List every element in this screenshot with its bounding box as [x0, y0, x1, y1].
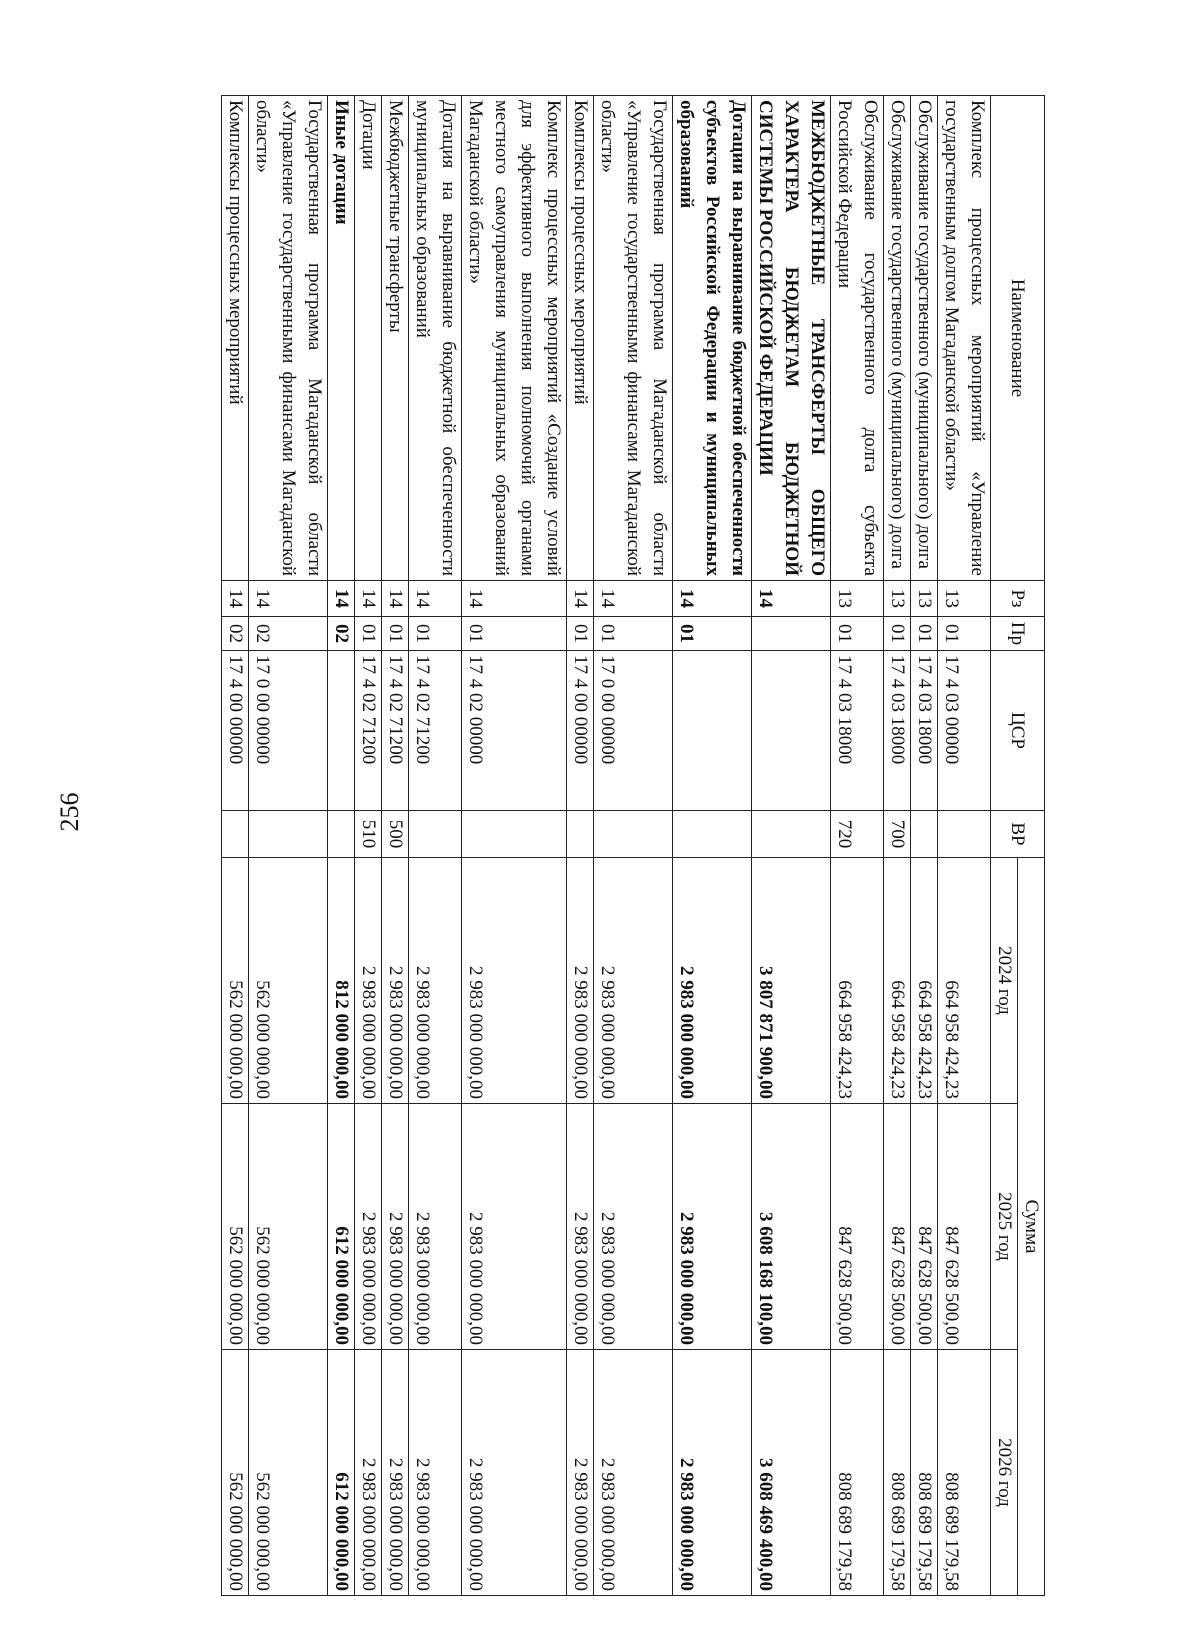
row-vr: 700	[884, 811, 911, 858]
row-amount-2024: 2 983 000 000,00	[594, 858, 673, 1104]
header-rz: Рз	[991, 581, 1045, 617]
row-rz: 14	[752, 581, 831, 617]
row-amount-2026: 2 983 000 000,00	[462, 1350, 567, 1596]
row-amount-2025: 2 983 000 000,00	[594, 1104, 673, 1350]
table-row	[594, 96, 673, 1596]
row-amount-2025: 2 983 000 000,00	[673, 1104, 752, 1350]
row-amount-2025: 2 983 000 000,00	[382, 1104, 409, 1350]
row-pr: 01	[382, 617, 409, 651]
row-vr	[594, 811, 673, 858]
row-amount-2026: 2 983 000 000,00	[355, 1350, 382, 1596]
row-csr: 17 4 00 00000	[567, 651, 594, 811]
row-rz: 13	[831, 581, 884, 617]
table-body	[222, 96, 991, 1596]
row-pr: 01	[355, 617, 382, 651]
row-amount-2026: 2 983 000 000,00	[382, 1350, 409, 1596]
row-amount-2026: 2 983 000 000,00	[567, 1350, 594, 1596]
table-row	[355, 96, 382, 1596]
header-pr: Пр	[991, 617, 1045, 651]
row-rz: 13	[911, 581, 938, 617]
row-amount-2025: 847 628 500,00	[938, 1104, 991, 1350]
row-pr: 02	[249, 617, 328, 651]
row-amount-2024: 2 983 000 000,00	[409, 858, 462, 1104]
row-amount-2024: 562 000 000,00	[222, 858, 249, 1104]
row-vr	[752, 811, 831, 858]
row-csr: 17 4 02 71200	[409, 651, 462, 811]
row-vr	[938, 811, 991, 858]
row-name: Межбюджетные трансферты	[382, 96, 409, 581]
table-row	[567, 96, 594, 1596]
header-name: Наименование	[991, 96, 1045, 581]
row-name: Комплекс процессных мероприятий «Управление государственным долгом Магаданской области»	[938, 96, 991, 581]
row-amount-2024: 3 807 871 900,00	[752, 858, 831, 1104]
row-csr: 17 4 03 00000	[938, 651, 991, 811]
row-pr: 01	[409, 617, 462, 651]
table-header	[991, 96, 1045, 1596]
row-rz: 14	[222, 581, 249, 617]
table-row	[831, 96, 884, 1596]
table-row	[382, 96, 409, 1596]
row-amount-2024: 2 983 000 000,00	[673, 858, 752, 1104]
row-amount-2026: 808 689 179,58	[884, 1350, 911, 1596]
row-amount-2025: 847 628 500,00	[831, 1104, 884, 1350]
row-name: Дотации на выравнивание бюджетной обеспеченности субъектов Российской Федерации и муниципальных образований	[673, 96, 752, 581]
header-sum: Сумма	[1018, 858, 1045, 1596]
row-name: Государственная программа Магаданской области «Управление государственными финансами Магаданской области»	[249, 96, 328, 581]
row-amount-2024: 2 983 000 000,00	[382, 858, 409, 1104]
table-row	[911, 96, 938, 1596]
row-name: Обслуживание государственного (муниципального) долга	[911, 96, 938, 581]
row-csr	[752, 651, 831, 811]
row-amount-2026: 2 983 000 000,00	[594, 1350, 673, 1596]
row-amount-2026: 612 000 000,00	[328, 1350, 355, 1596]
row-csr: 17 4 02 71200	[355, 651, 382, 811]
row-amount-2026: 808 689 179,58	[831, 1350, 884, 1596]
row-amount-2026: 2 983 000 000,00	[409, 1350, 462, 1596]
header-csr: ЦСР	[991, 651, 1045, 811]
row-pr: 01	[462, 617, 567, 651]
row-amount-2026: 562 000 000,00	[249, 1350, 328, 1596]
table-row	[884, 96, 911, 1596]
row-pr: 01	[911, 617, 938, 651]
row-csr: 17 0 00 00000	[594, 651, 673, 811]
row-amount-2024: 2 983 000 000,00	[462, 858, 567, 1104]
row-csr: 17 4 02 00000	[462, 651, 567, 811]
table-row	[249, 96, 328, 1596]
header-vr: ВР	[991, 811, 1045, 858]
row-amount-2024: 2 983 000 000,00	[355, 858, 382, 1104]
row-amount-2025: 2 983 000 000,00	[355, 1104, 382, 1350]
row-name: Комплексы процессных мероприятий	[222, 96, 249, 581]
row-amount-2024: 664 958 424,23	[911, 858, 938, 1104]
row-rz: 14	[673, 581, 752, 617]
row-csr: 17 4 03 18000	[831, 651, 884, 811]
row-amount-2025: 847 628 500,00	[911, 1104, 938, 1350]
row-amount-2026: 2 983 000 000,00	[673, 1350, 752, 1596]
row-amount-2025: 562 000 000,00	[249, 1104, 328, 1350]
row-amount-2026: 808 689 179,58	[911, 1350, 938, 1596]
row-vr	[462, 811, 567, 858]
row-amount-2024: 664 958 424,23	[831, 858, 884, 1104]
row-csr	[328, 651, 355, 811]
row-pr: 01	[831, 617, 884, 651]
row-amount-2025: 2 983 000 000,00	[409, 1104, 462, 1350]
table-row	[938, 96, 991, 1596]
row-rz: 14	[462, 581, 567, 617]
row-vr	[409, 811, 462, 858]
row-vr: 500	[382, 811, 409, 858]
row-vr	[567, 811, 594, 858]
row-pr: 01	[884, 617, 911, 651]
row-pr: 02	[328, 617, 355, 651]
row-rz: 14	[567, 581, 594, 617]
row-rz: 14	[249, 581, 328, 617]
row-vr	[328, 811, 355, 858]
row-rz: 13	[884, 581, 911, 617]
page-number: 256	[55, 792, 84, 832]
row-amount-2025: 2 983 000 000,00	[567, 1104, 594, 1350]
row-name: Обслуживание государственного долга субъекта Российской Федерации	[831, 96, 884, 581]
row-name: Государственная программа Магаданской области «Управление государственными финансами Магаданской области»	[594, 96, 673, 581]
row-amount-2024: 2 983 000 000,00	[567, 858, 594, 1104]
rotated-page-content	[185, 95, 1045, 1595]
row-amount-2025: 612 000 000,00	[328, 1104, 355, 1350]
row-amount-2024: 562 000 000,00	[249, 858, 328, 1104]
table-row	[673, 96, 752, 1596]
row-rz: 14	[409, 581, 462, 617]
table-row	[409, 96, 462, 1596]
row-name: Комплексы процессных мероприятий	[567, 96, 594, 581]
row-csr: 17 4 00 00000	[222, 651, 249, 811]
row-vr	[911, 811, 938, 858]
row-rz: 13	[938, 581, 991, 617]
row-csr: 17 0 00 00000	[249, 651, 328, 811]
row-pr: 01	[673, 617, 752, 651]
row-pr: 01	[567, 617, 594, 651]
row-amount-2025: 2 983 000 000,00	[462, 1104, 567, 1350]
row-pr	[752, 617, 831, 651]
row-vr: 510	[355, 811, 382, 858]
row-vr: 720	[831, 811, 884, 858]
row-pr: 01	[594, 617, 673, 651]
row-amount-2026: 3 608 469 400,00	[752, 1350, 831, 1596]
table-row	[752, 96, 831, 1596]
row-rz: 14	[594, 581, 673, 617]
row-amount-2025: 3 608 168 100,00	[752, 1104, 831, 1350]
row-pr: 02	[222, 617, 249, 651]
row-amount-2024: 812 000 000,00	[328, 858, 355, 1104]
row-amount-2025: 562 000 000,00	[222, 1104, 249, 1350]
row-vr	[673, 811, 752, 858]
row-csr	[673, 651, 752, 811]
table-row	[328, 96, 355, 1596]
table-row	[462, 96, 567, 1596]
row-vr	[249, 811, 328, 858]
row-csr: 17 4 02 71200	[382, 651, 409, 811]
row-pr: 01	[938, 617, 991, 651]
row-name: Комплекс процессных мероприятий «Создание условий для эффективного выполнения полномочий органами местного самоуправления муниципальных образований Магаданской области»	[462, 96, 567, 581]
row-amount-2024: 664 958 424,23	[884, 858, 911, 1104]
row-rz: 14	[355, 581, 382, 617]
row-vr	[222, 811, 249, 858]
row-rz: 14	[328, 581, 355, 617]
row-name: Иные дотации	[328, 96, 355, 581]
row-amount-2026: 562 000 000,00	[222, 1350, 249, 1596]
header-2026: 2026 год	[991, 1350, 1018, 1596]
row-csr: 17 4 03 18000	[911, 651, 938, 811]
row-name: Обслуживание государственного (муниципального) долга	[884, 96, 911, 581]
budget-table	[221, 95, 1045, 1596]
header-2024: 2024 год	[991, 858, 1018, 1104]
table-row	[222, 96, 249, 1596]
header-2025: 2025 год	[991, 1104, 1018, 1350]
row-amount-2024: 664 958 424,23	[938, 858, 991, 1104]
row-name: Дотации	[355, 96, 382, 581]
row-amount-2025: 847 628 500,00	[884, 1104, 911, 1350]
row-name: МЕЖБЮДЖЕТНЫЕ ТРАНСФЕРТЫ ОБЩЕГО ХАРАКТЕРА БЮДЖЕТАМ БЮДЖЕТНОЙ СИСТЕМЫ РОССИЙСКОЙ ФЕДЕРАЦИИ	[752, 96, 831, 581]
row-name: Дотация на выравнивание бюджетной обеспеченности муниципальных образований	[409, 96, 462, 581]
row-amount-2026: 808 689 179,58	[938, 1350, 991, 1596]
row-csr: 17 4 03 18000	[884, 651, 911, 811]
row-rz: 14	[382, 581, 409, 617]
